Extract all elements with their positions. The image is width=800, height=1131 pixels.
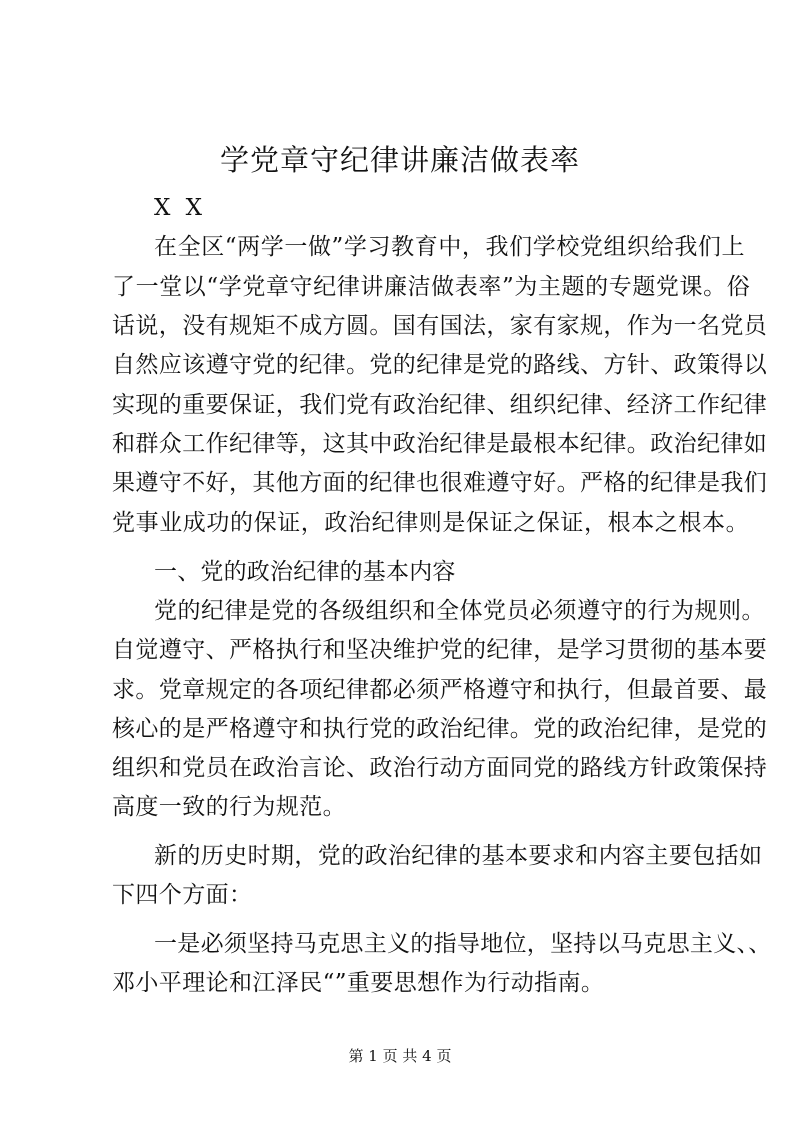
- body-line-15: 高度一致的行为规范。: [112, 794, 346, 820]
- page-number-footer: 第 1 页 共 4 页: [348, 1047, 452, 1065]
- body-line-11: 自觉遵守、严格执行和坚决维护党的纪律，是学习贯彻的基本要: [112, 637, 768, 663]
- body-line-8: 党事业成功的保证，政治纪律则是保证之保证，根本之根本。: [112, 510, 750, 536]
- section-heading: 一、党的政治纪律的基本内容: [154, 559, 456, 585]
- body-line-3: 话说，没有规矩不成方圆。国有国法，家有家规，作为一名党员: [112, 313, 768, 339]
- body-line-5: 实现的重要保证，我们党有政治纪律、组织纪律、经济工作纪律: [112, 392, 768, 418]
- author-line: X X: [154, 195, 207, 221]
- body-line-17: 下四个方面：: [112, 882, 253, 908]
- body-line-6: 和群众工作纪律等，这其中政治纪律是最根本纪律。政治纪律如: [112, 431, 768, 457]
- body-line-2: 了一堂以“学党章守纪律讲廉洁做表率”为主题的专题党课。俗: [112, 274, 751, 300]
- body-line-18: 一是必须坚持马克思主义的指导地位，坚持以马克思主义、、: [154, 931, 772, 957]
- body-line-10: 党的纪律是党的各级组织和全体党员必须遵守的行为规则。: [154, 598, 765, 624]
- body-line-13: 核心的是严格遵守和执行党的政治纪律。党的政治纪律，是党的: [112, 716, 768, 742]
- body-line-12: 求。党章规定的各项纪律都必须严格遵守和执行，但最首要、最: [112, 677, 768, 703]
- body-line-1: 在全区“两学一做”学习教育中，我们学校党组织给我们上: [154, 234, 746, 260]
- document-title: 学党章守纪律讲廉洁做表率: [219, 143, 580, 177]
- body-line-4: 自然应该遵守党的纪律。党的纪律是党的路线、方针、政策得以: [112, 352, 768, 378]
- body-line-7: 果遵守不好，其他方面的纪律也很难遵守好。严格的纪律是我们: [112, 470, 768, 496]
- body-line-19: 邓小平理论和江泽民“”重要思想作为行动指南。: [112, 970, 605, 996]
- body-line-14: 组织和党员在政治言论、政治行动方面同党的路线方针政策保持: [112, 755, 768, 781]
- body-line-16: 新的历史时期，党的政治纪律的基本要求和内容主要包括如: [154, 843, 763, 869]
